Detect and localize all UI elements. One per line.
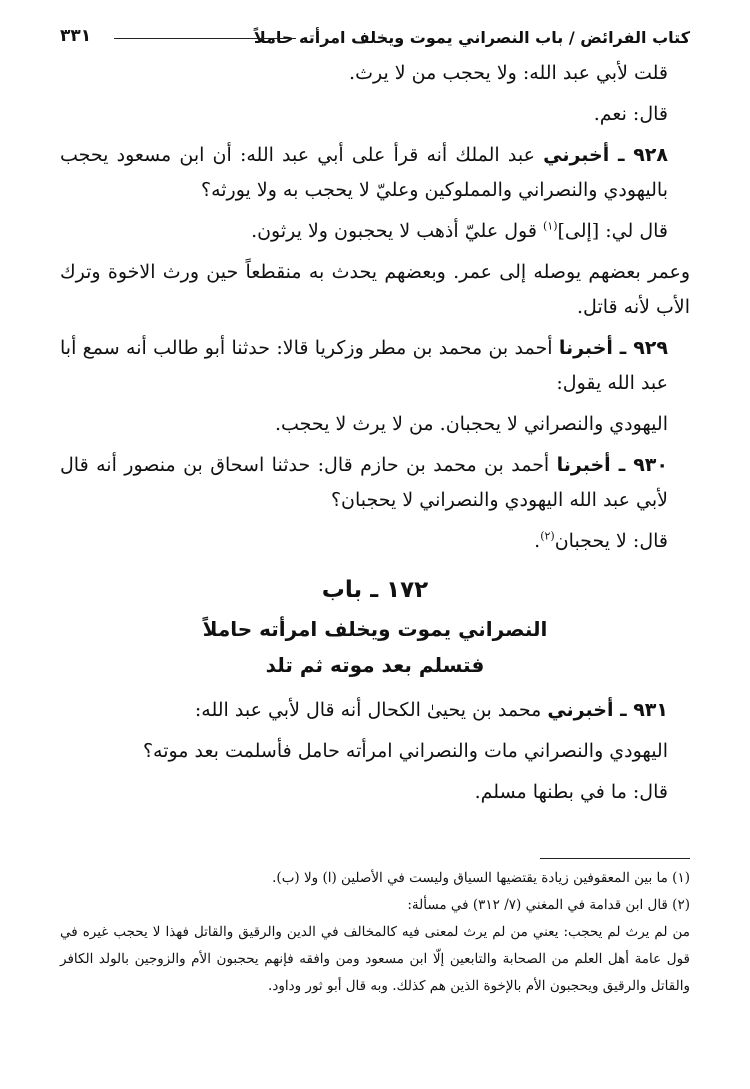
footnote-ref[interactable]: (٢) [540, 529, 555, 543]
running-header [60, 20, 690, 56]
chapter-title-line: النصراني يموت ويخلف امرأته حاملاً [202, 617, 548, 641]
chapter-heading: ١٧٢ ـ باب [321, 577, 429, 603]
narration-931 [60, 693, 690, 728]
footnote-1: (١) ما بين المعقوفين زيادة يقتضيها السياق وليست في الأصلين (ا) ولا (ب). [272, 870, 690, 886]
narration-text: عبد الملك أنه قرأ على أبي عبد الله: أن ابن مسعود يحجب باليهودي والنصراني والمملوكين وعليّ لا يحجب به ولا يورثه؟ [60, 144, 668, 201]
narration-number: ٩٣١ ـ أخبرني [547, 699, 668, 721]
paragraph: قال: نعم. [593, 103, 668, 125]
footnote-2: (٢) قال ابن قدامة في المغني (٧/ ٣١٢) في مسألة: [407, 897, 690, 913]
paragraph [60, 524, 690, 559]
footnote-rule [540, 858, 690, 859]
paragraph-text: . [534, 530, 541, 552]
narration-text: أحمد بن محمد بن مطر وزكريا قالا: حدثنا أبو طالب أنه سمع أبا عبد الله يقول: [60, 337, 668, 394]
narration-number: ٩٢٨ ـ أخبرني [543, 144, 668, 166]
paragraph: قال: ما في بطنها مسلم. [474, 781, 668, 803]
footnotes [60, 858, 690, 1000]
paragraph-text: قول عليّ أذهب لا يحجبون ولا يرثون. [251, 220, 543, 242]
footnote-2-body: من لم يرث لم يحجب: يعني من لم يرث لمعنى فيه كالمخالف في الدين والرقيق والقاتل فهذا لا يحجب غيره في قول عامة أهل العلم من الصحابة والتابعين إلّا ابن مسعود ومن وافقه فإنهم يحجبون الأم والزوجين بالولد الكافر والقاتل والرقيق ويحجبون الأم بالإخوة الذين هم كذلك. وبه قال أبو ثور وداود. [60, 924, 690, 994]
running-title: كتاب الفرائض / باب النصراني يموت ويخلف امرأته حاملاً [253, 28, 690, 47]
chapter-title [60, 611, 690, 683]
narration-928 [60, 138, 690, 208]
narration-text: أحمد بن محمد بن حازم قال: حدثنا اسحاق بن منصور أنه قال لأبي عبد الله اليهودي والنصراني لا يحجبان؟ [60, 454, 668, 511]
header-rule [114, 38, 296, 39]
narration-text: محمد بن يحيىٰ الكحال أنه قال لأبي عبد الله: [194, 699, 548, 721]
paragraph: وعمر بعضهم يوصله إلى عمر. وبعضهم يحدث به منقطعاً حين ورث الاخوة وترك الأب لأنه قاتل. [60, 261, 690, 318]
paragraph: قلت لأبي عبد الله: ولا يحجب من لا يرث. [349, 62, 668, 84]
narration-number: ٩٢٩ ـ أخبرنا [558, 337, 668, 359]
narration-930 [60, 448, 690, 518]
chapter-title-line: فتسلم بعد موته ثم تلد [265, 653, 485, 677]
narration-929 [60, 331, 690, 401]
paragraph-text: قال: لا يحجبان [554, 530, 668, 552]
book-page [60, 20, 690, 810]
narration-number: ٩٣٠ ـ أخبرنا [556, 454, 668, 476]
paragraph [60, 214, 690, 249]
paragraph-text: قال لي: [إلى] [557, 220, 668, 242]
footnote-ref[interactable]: (١) [542, 219, 558, 233]
paragraph: اليهودي والنصراني مات والنصراني امرأته حامل فأسلمت بعد موته؟ [142, 740, 668, 762]
page-number: ٣٣١ [60, 26, 92, 46]
paragraph: اليهودي والنصراني لا يحجبان. من لا يرث لا يحجب. [274, 413, 668, 435]
